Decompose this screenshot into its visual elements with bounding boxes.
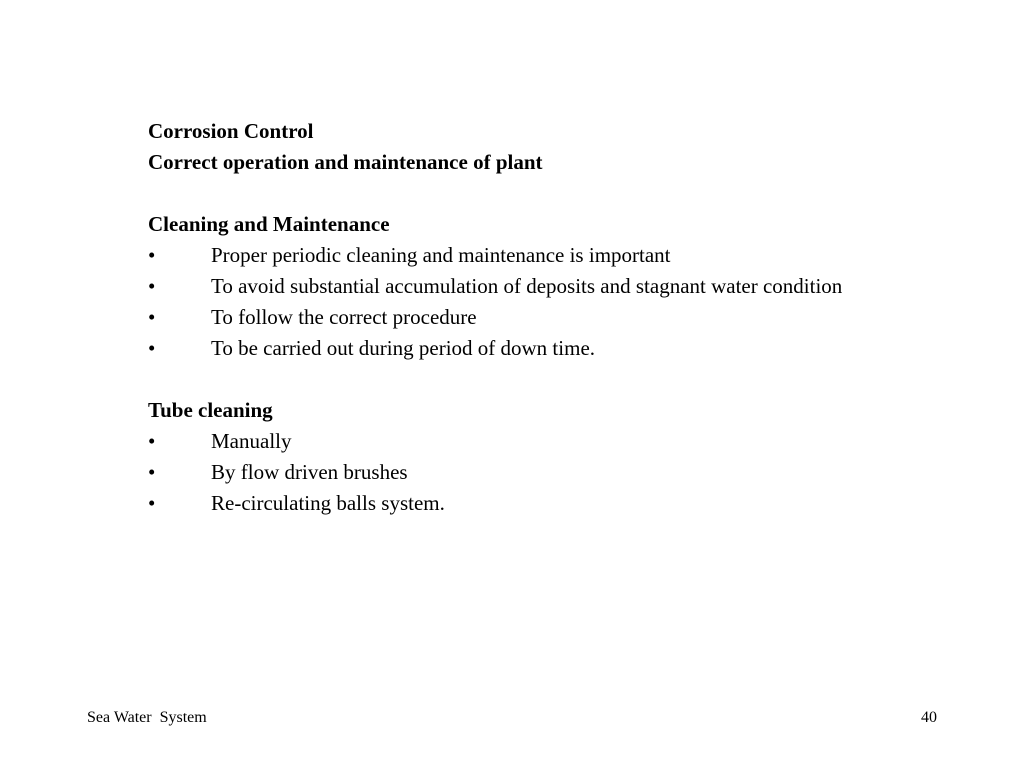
- spacer: [148, 178, 920, 209]
- list-item-text: Proper periodic cleaning and maintenance is important: [211, 243, 671, 267]
- list-item: [148, 426, 920, 457]
- page-number: 40: [921, 709, 937, 726]
- heading-tube-cleaning: Tube cleaning: [148, 398, 273, 422]
- heading-corrosion-control: Corrosion Control: [148, 119, 314, 143]
- heading-correct-operation: Correct operation and maintenance of plant: [148, 150, 543, 174]
- bullet-marker: •: [148, 305, 156, 329]
- bullet-marker: •: [148, 460, 156, 484]
- spacer: [148, 364, 920, 395]
- section-corrosion-control: [148, 116, 920, 178]
- slide-body: [148, 116, 920, 519]
- list-item-text: Re-circulating balls system.: [211, 491, 445, 515]
- list-item-text: To be carried out during period of down time.: [211, 336, 596, 360]
- list-item: [148, 271, 920, 302]
- section-cleaning-maintenance: [148, 209, 920, 364]
- section-tube-cleaning: [148, 395, 920, 519]
- list-item: [148, 240, 920, 271]
- heading-cleaning-maintenance: Cleaning and Maintenance: [148, 212, 390, 236]
- bullet-marker: •: [148, 274, 156, 298]
- bullet-marker: •: [148, 429, 156, 453]
- list-item: [148, 488, 920, 519]
- list-item-text: Manually: [211, 429, 292, 453]
- tube-cleaning-bullet-list: [148, 426, 920, 519]
- bullet-marker: •: [148, 336, 156, 360]
- list-item: [148, 333, 920, 364]
- bullet-marker: •: [148, 491, 156, 515]
- list-item-text: By flow driven brushes: [211, 460, 408, 484]
- list-item-text: To follow the correct procedure: [211, 305, 477, 329]
- list-item: [148, 302, 920, 333]
- list-item-text: To avoid substantial accumulation of deposits and stagnant water condition: [211, 274, 843, 298]
- list-item: [148, 457, 920, 488]
- bullet-marker: •: [148, 243, 156, 267]
- cleaning-bullet-list: [148, 240, 920, 364]
- footer-title: Sea Water System: [87, 709, 207, 726]
